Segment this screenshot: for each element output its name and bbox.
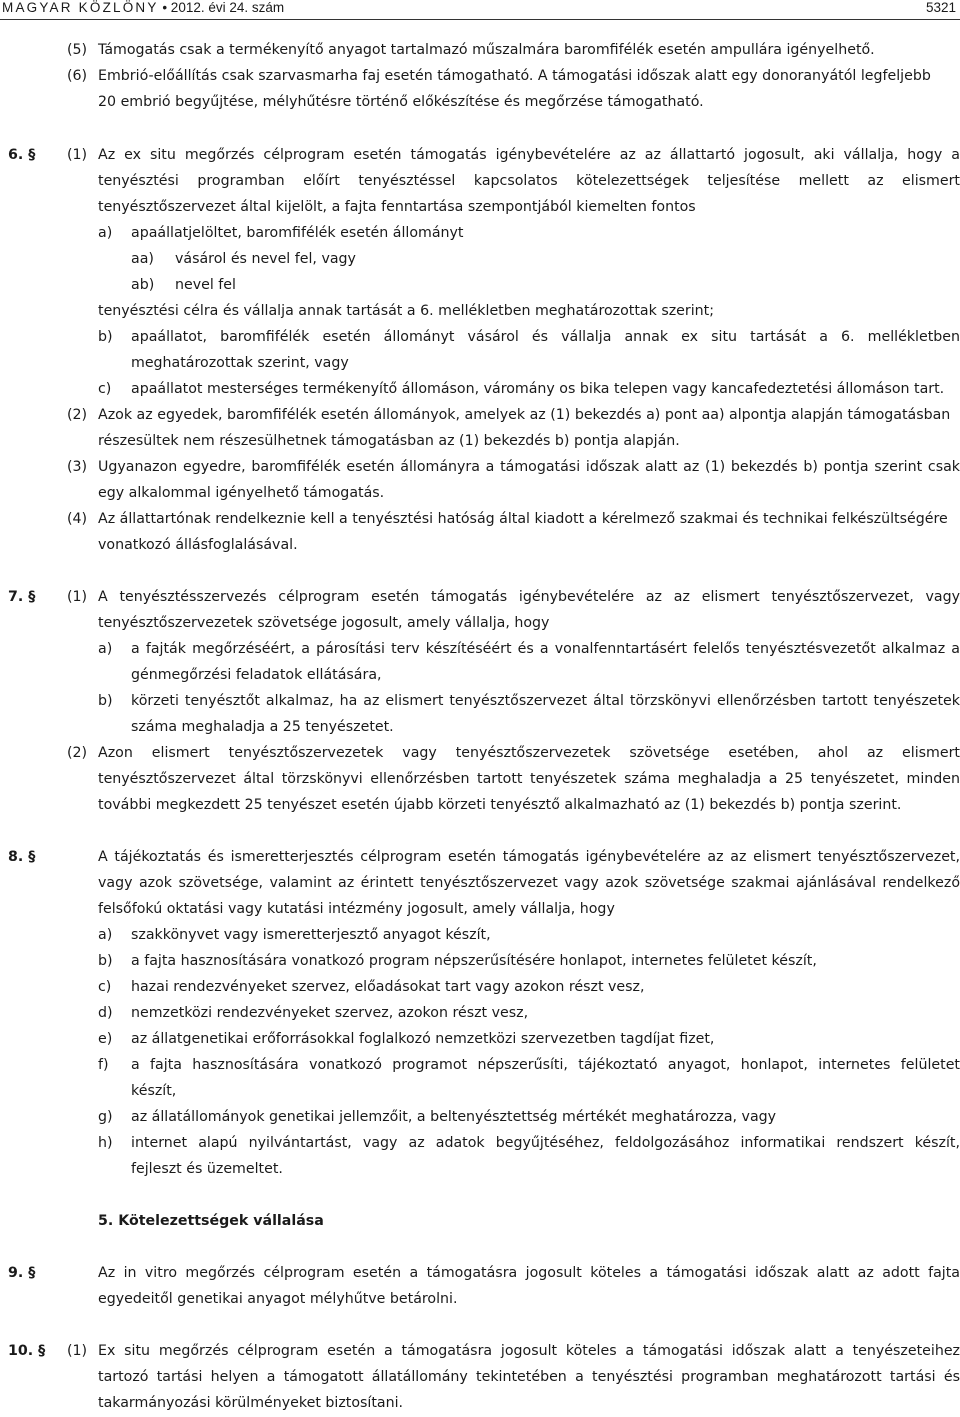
- text-line: tenyésztőszervezetek szövetsége jogosult, amely vállalja, hogy: [98, 615, 550, 631]
- text-line: tenyésztőszervezet által törzskönyvi ellenőrzésben tartott tenyészetek száma meghaladja a 25 tenyészetet, minden: [98, 771, 960, 787]
- header-rule: [0, 19, 960, 20]
- text-line: vagy azok szövetsége, valamint az érintett tenyésztőszervezet vagy azok szövetsége szakmai ajánlásával rendelkező: [98, 875, 960, 891]
- text-line: egy alkalommal igényelhető támogatás.: [98, 485, 385, 501]
- text-line: (2): [67, 407, 88, 423]
- text-line: a): [98, 927, 113, 943]
- text-line: internet alapú nyilvántartást, vagy az adatok begyűjtéséhez, feldolgozásához informatikai rendszert készít,: [131, 1135, 960, 1151]
- page-header: [0, 0, 960, 20]
- text-line: vonatkozó állásfoglalásával.: [98, 537, 298, 553]
- text-line: Ex situ megőrzés célprogram esetén a támogatásra jogosult köteles a támogatási időszak alatt a tenyészeteihez: [98, 1343, 960, 1359]
- text-line: g): [98, 1109, 113, 1125]
- text-line: 6. §: [8, 147, 36, 163]
- text-line: készít,: [131, 1083, 177, 1099]
- text-line: további megkezdett 25 tenyészet esetén újabb körzeti tenyésztő alkalmazható az (1) bekezdés b) pontja szerint.: [98, 797, 902, 813]
- text-line: (2): [67, 745, 88, 761]
- text-line: (3): [67, 459, 88, 475]
- text-line: h): [98, 1135, 113, 1151]
- text-line: b): [98, 693, 113, 709]
- text-line: tenyésztési célra és vállalja annak tartását a 6. mellékletben meghatározottak szerint;: [98, 303, 715, 319]
- text-line: A tenyésztésszervezés célprogram esetén támogatás igénybevételére az az elismert tenyésztőszervezet, vagy: [98, 589, 960, 605]
- text-line: 20 embrió begyűjtése, mélyhűtésre történő előkészítése és megőrzése támogatható.: [98, 94, 704, 110]
- text-line: (1): [67, 1343, 88, 1359]
- text-line: az állatgenetikai erőforrásokkal foglalkozó nemzetközi szervezetben tagdíjat fizet,: [131, 1031, 715, 1047]
- text-line: Az in vitro megőrzés célprogram esetén a támogatásra jogosult köteles a támogatási időszak alatt az adott fajta: [98, 1265, 960, 1281]
- text-line: apaállatot mesterséges termékenyítő állomáson, váromány os bika telepen vagy kancafedeztetési állomáson tart.: [131, 381, 945, 397]
- issue-info: • 2012. évi 24. szám: [158, 0, 285, 15]
- text-line: c): [98, 381, 112, 397]
- text-line: (5): [67, 42, 88, 58]
- text-line: (1): [67, 589, 88, 605]
- text-line: egyedeitől genetikai anyagot mélyhűtve betárolni.: [98, 1291, 458, 1307]
- text-line: 9. §: [8, 1265, 36, 1281]
- text-line: száma meghaladja a 25 tenyészetet.: [131, 719, 394, 735]
- text-line: Támogatás csak a termékenyítő anyagot tartalmazó műszalmára baromfifélék esetén ampullára igényelhető.: [98, 42, 875, 58]
- journal-title: MAGYAR KÖZLÖNY • 2012. évi 24. szám: [2, 0, 285, 15]
- text-line: fejleszt és üzemeltet.: [131, 1161, 283, 1177]
- text-line: a fajta hasznosítására vonatkozó programot népszerűsíti, tájékoztató anyagot, honlapot, internetes felületet: [131, 1057, 960, 1073]
- text-line: d): [98, 1005, 113, 1021]
- text-line: Az állattartónak rendelkeznie kell a tenyésztési hatóság által kiadott a kérelmező szakmai és technikai felkészültségére: [98, 511, 948, 527]
- text-line: tenyésztőszervezet által kijelölt, a fajta fenntartása szempontjából kiemelten fontos: [98, 199, 696, 215]
- text-line: aa): [131, 251, 154, 267]
- text-line: takarmányozási körülményeket biztosítani.: [98, 1395, 404, 1411]
- text-line: (4): [67, 511, 88, 527]
- text-line: Azon elismert tenyésztőszervezetek vagy tenyésztőszervezetek szövetsége esetében, ahol az elismert: [98, 745, 960, 761]
- text-line: Az ex situ megőrzés célprogram esetén támogatás igénybevételére az az állattartó jogosult, aki vállalja, hogy a: [98, 147, 960, 163]
- text-line: (6): [67, 68, 88, 84]
- text-line: felsőfokú oktatási vagy kutatási intézmény jogosult, amely vállalja, hogy: [98, 901, 615, 917]
- text-line: f): [98, 1057, 109, 1073]
- text-line: b): [98, 329, 113, 345]
- text-line: apaállatjelöltet, baromfifélék esetén állományt: [131, 225, 464, 241]
- text-line: a fajta hasznosítására vonatkozó program népszerűsítésére honlapot, internetes felületet készít,: [131, 953, 817, 969]
- text-line: az állatállományok genetikai jellemzőit, a beltenyésztettség mértékét meghatározza, vagy: [131, 1109, 777, 1125]
- text-line: Azok az egyedek, baromfifélék esetén állományok, amelyek az (1) bekezdés a) pont aa) alpontja alapján támogatásban: [98, 407, 951, 423]
- text-line: körzeti tenyésztőt alkalmaz, ha az elismert tenyésztőszervezet által törzskönyvi ellenőrzésben tartott tenyészetek: [131, 693, 960, 709]
- text-line: a): [98, 641, 113, 657]
- text-line: szakkönyvet vagy ismeretterjesztő anyagot készít,: [131, 927, 491, 943]
- text-line: a fajták megőrzéséért, a párosítási terv készítéséért és a vonalfenntartásért felelős tenyésztésvezetőt alkalmaz a: [131, 641, 960, 657]
- text-line: 10. §: [8, 1343, 46, 1359]
- text-line: részesültek nem részesülhetnek támogatásban az (1) bekezdés b) pontja alapján.: [98, 433, 680, 449]
- text-line: apaállatot, baromfifélék esetén állományt vásárol és vállalja annak ex situ tartását a 6. mellékletben: [131, 329, 960, 345]
- text-line: 7. §: [8, 589, 36, 605]
- text-line: hazai rendezvényeket szervez, előadásokat tart vagy azokon részt vesz,: [131, 979, 645, 995]
- text-line: génmegőrzési feladatok ellátására,: [131, 667, 382, 683]
- text-line: e): [98, 1031, 113, 1047]
- text-line: 8. §: [8, 849, 36, 865]
- text-line: tenyésztési programban előírt tenyésztéssel kapcsolatos kötelezettségek teljesítése mellett az elismert: [98, 173, 960, 189]
- text-line: Embrió-előállítás csak szarvasmarha faj esetén támogatható. A támogatási időszak alatt egy donoranyától legfeljebb: [98, 68, 931, 84]
- page-number: 5321: [925, 0, 956, 15]
- text-line: (1): [67, 147, 88, 163]
- text-line: tartozó tartási helyen a támogatott állatállomány tekintetében a tenyésztési programban meghatározott tartási és: [98, 1369, 960, 1385]
- text-line: nemzetközi rendezvényeket szervez, azokon részt vesz,: [131, 1005, 529, 1021]
- text-line: nevel fel: [175, 277, 236, 293]
- text-line: Ugyanazon egyedre, baromfifélék esetén állományra a támogatási időszak alatt az (1) bekezdés b) pontja szerint csak: [98, 459, 960, 475]
- text-line: 5. Kötelezettségek vállalása: [98, 1213, 324, 1229]
- text-line: ab): [131, 277, 155, 293]
- text-line: c): [98, 979, 112, 995]
- text-line: A tájékoztatás és ismeretterjesztés célprogram esetén támogatás igénybevételére az az elismert tenyésztőszervezet,: [98, 849, 960, 865]
- text-line: meghatározottak szerint, vagy: [131, 355, 349, 371]
- text-line: a): [98, 225, 113, 241]
- text-line: b): [98, 953, 113, 969]
- text-line: vásárol és nevel fel, vagy: [175, 251, 356, 267]
